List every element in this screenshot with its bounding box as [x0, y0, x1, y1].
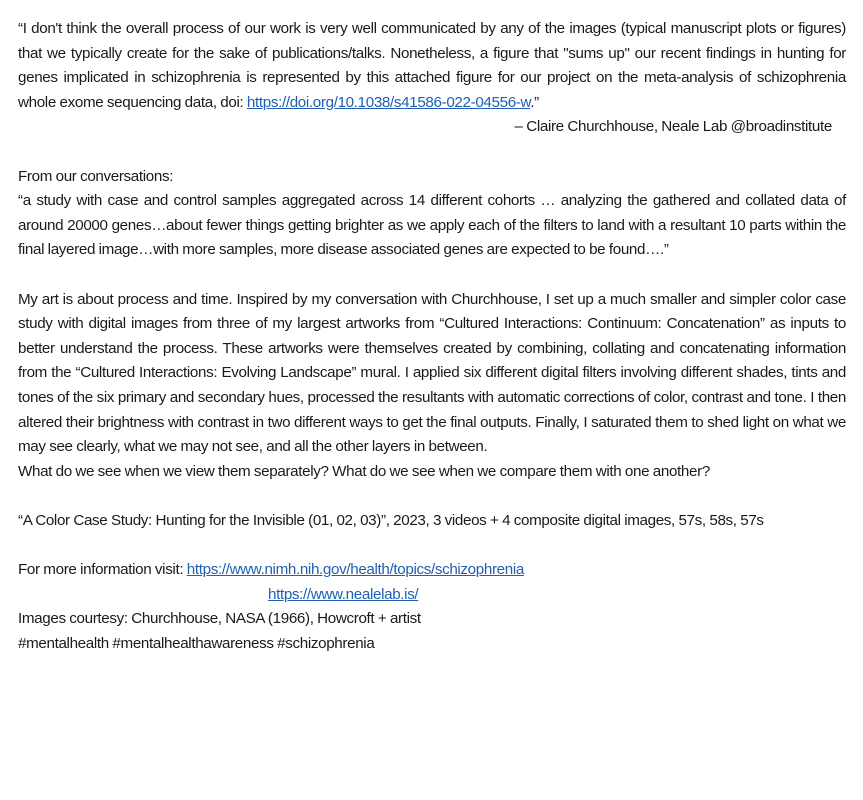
- nealelab-line: [18, 583, 846, 608]
- spacer: [18, 263, 846, 288]
- nimh-link[interactable]: https://www.nimh.nih.gov/health/topics/schizophrenia: [186, 561, 524, 579]
- artist-question: What do we see when we view them separately? What do we see when we compare them with one another?: [18, 462, 710, 480]
- images-courtesy: Images courtesy: Churchhouse, NASA (1966), Howcroft + artist: [18, 610, 421, 628]
- quote-text: “I don't think the overall process of our work is very well communicated by any of the images (typical manuscript plots or figures) that we typically create for the sake of publications/talks. Nonetheless, a figure that "sums up" our recent findings in hunting for genes implicated in schizophrenia is represented by this attached figure for our project on the meta-analysis of schizophrenia whole exome sequencing data, doi:: [18, 20, 846, 111]
- hashtags: #mentalhealth #mentalhealthawareness #schizophrenia: [18, 634, 375, 652]
- spacer: [18, 484, 846, 509]
- quote-paragraph: [18, 17, 846, 115]
- conversations-quote: “a study with case and control samples aggregated across 14 different cohorts … analyzing the gathered and collated data of around 20000 genes…about fewer things getting brighter as we apply each of the filters to land with a resultant 10 parts within the final layered image…with more samples, more disease associated genes are expected to be found….”: [18, 192, 846, 259]
- artwork-caption: “A Color Case Study: Hunting for the Invisible (01, 02, 03)”, 2023, 3 videos + 4 composite digital images, 57s, 58s, 57s: [18, 511, 764, 529]
- artist-statement: My art is about process and time. Inspired by my conversation with Churchhouse, I set up a much smaller and simpler color case study with digital images from three of my largest artworks from “Cultured Interactions: Continuum: Concatenation” as inputs to better understand the process. These artworks were themselves created by combining, collating and concatenating information from the “Cultured Interactions: Evolving Landscape” mural. I applied six different digital filters involving different shades, tints and tones of the six primary and secondary hues, processed the resultants with automatic corrections of color, contrast and tone. I then altered their brightness with contrast in two different ways to get the final outputs. Finally, I saturated them to shed light on what we may see clearly, what we may not see, and all the other layers in between.: [18, 290, 846, 456]
- more-info-label: For more information visit:: [18, 561, 187, 579]
- doi-link[interactable]: https://doi.org/10.1038/s41586-022-04556-w: [246, 93, 531, 111]
- quote-closing: .”: [530, 93, 539, 111]
- conversations-heading: From our conversations:: [18, 167, 174, 185]
- spacer: [18, 140, 846, 165]
- spacer: [18, 533, 846, 558]
- nealelab-link[interactable]: https://www.nealelab.is/: [268, 585, 419, 603]
- quote-attribution: – Claire Churchhouse, Neale Lab @broadinstitute: [514, 118, 832, 136]
- document-body: [18, 17, 846, 656]
- more-info-line: [18, 558, 846, 583]
